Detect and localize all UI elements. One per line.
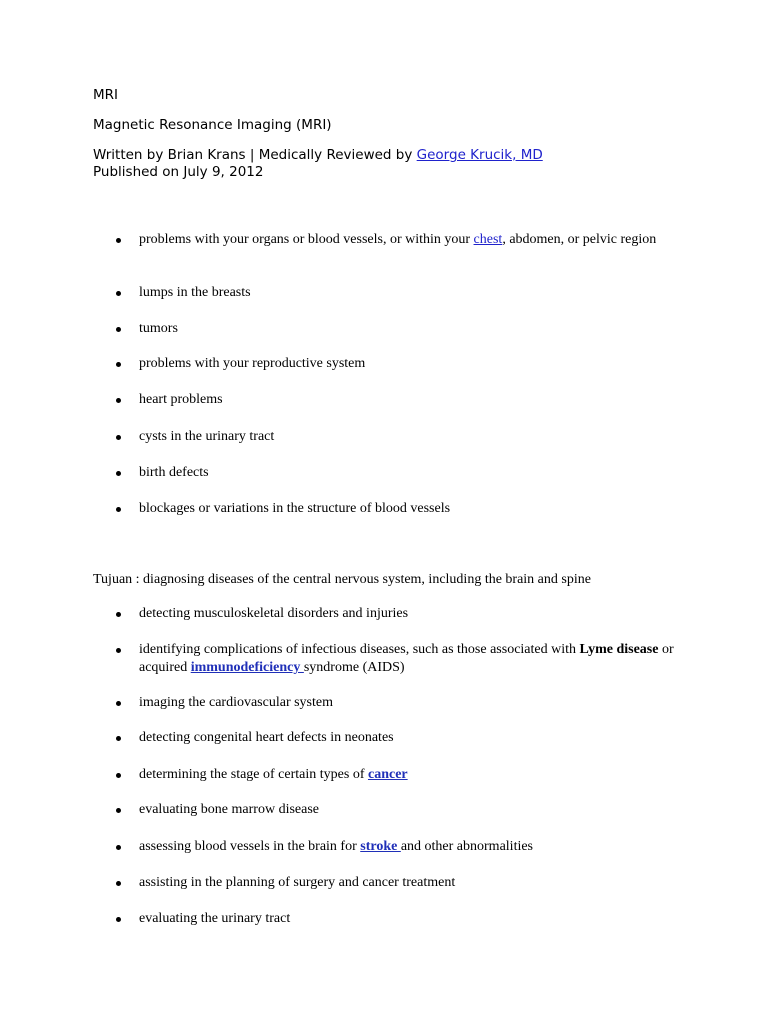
doc-title: Magnetic Resonance Imaging (MRI) (93, 117, 332, 133)
list-item (114, 320, 674, 338)
list-item (114, 801, 674, 819)
purpose-paragraph (93, 570, 591, 589)
list-item-text: detecting musculoskeletal disorders and injuries (139, 606, 409, 621)
list-item-text: cysts in the urinary tract (139, 429, 275, 444)
lyme-disease-term: Lyme disease (579, 642, 659, 657)
list-item-text: lumps in the breasts (139, 285, 251, 300)
list-item (114, 605, 674, 623)
published-date: Published on July 9, 2012 (93, 164, 264, 180)
list-item (114, 391, 674, 409)
chest-link[interactable]: chest (473, 232, 503, 247)
list-item-text: assisting in the planning of surgery and cancer treatment (139, 875, 456, 890)
list-item (114, 766, 674, 784)
list-item-text (139, 231, 674, 249)
list-item-text: problems with your reproductive system (139, 356, 366, 371)
list-item-text: evaluating bone marrow disease (139, 802, 319, 817)
byline (93, 147, 543, 164)
list-item-text: heart problems (139, 392, 223, 407)
list-item (114, 694, 674, 712)
list-item-text (139, 838, 674, 856)
list-item-text-part: syndrome (AIDS) (303, 660, 405, 675)
list-item-text-part: and other abnormalities (400, 839, 534, 854)
list-item-text: imaging the cardiovascular system (139, 695, 333, 710)
list-item-text-part: or acquired (139, 642, 674, 675)
reviewer-link[interactable]: George Krucik, MD (416, 147, 543, 163)
list-item (114, 231, 674, 249)
cancer-link[interactable]: cancer (367, 767, 408, 782)
list-item (114, 641, 674, 677)
list-item (114, 729, 674, 747)
list-item (114, 838, 674, 856)
list-item-text (139, 641, 674, 677)
list-item (114, 910, 674, 928)
list-item (114, 874, 674, 892)
byline-text: Written by Brian Krans | Medically Reviewed by (93, 147, 417, 163)
list-item-text: detecting congenital heart defects in neonates (139, 730, 394, 745)
list-item-text-part: , abdomen, or pelvic region (502, 232, 657, 247)
list-item-text: birth defects (139, 465, 209, 480)
list-item-text-part: problems with your organs or blood vessels, or within your (139, 232, 474, 247)
list-item (114, 355, 674, 373)
list-item-text: evaluating the urinary tract (139, 911, 291, 926)
list-item-text (139, 766, 674, 784)
list-item-text-part: assessing blood vessels in the brain for (139, 839, 361, 854)
list-item (114, 428, 674, 446)
list-item-text: blockages or variations in the structure of blood vessels (139, 501, 451, 516)
doc-title-short: MRI (93, 87, 119, 103)
immunodeficiency-link[interactable]: immunodeficiency (190, 660, 304, 675)
list-item-text: tumors (139, 321, 178, 336)
list-item (114, 464, 674, 482)
list-item-text-part: identifying complications of infectious diseases, such as those associated with (139, 642, 580, 657)
list-item (114, 284, 674, 302)
stroke-link[interactable]: stroke (360, 839, 401, 854)
list-item (114, 500, 674, 518)
purpose-text: Tujuan : diagnosing diseases of the central nervous system, including the brain and spine (93, 572, 591, 587)
list-item-text-part: determining the stage of certain types of (139, 767, 368, 782)
